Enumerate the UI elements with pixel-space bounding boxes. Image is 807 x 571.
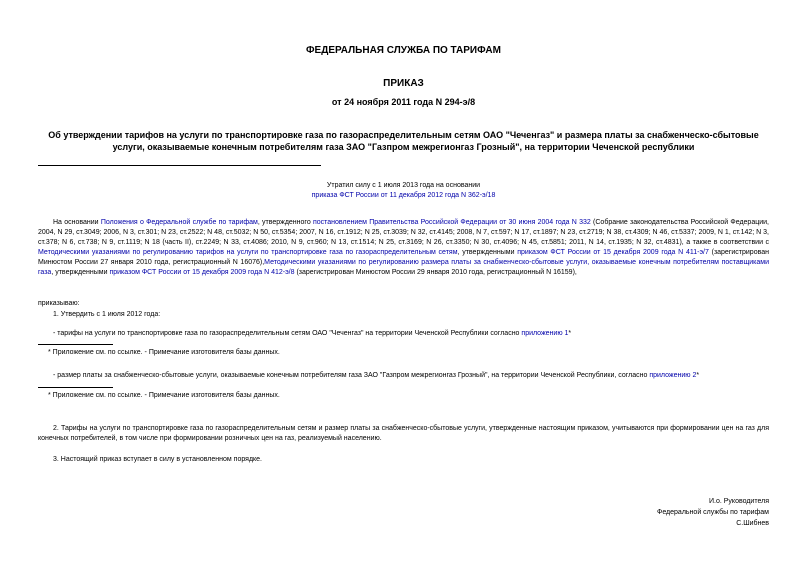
footnote-1: * Приложение см. по ссылке. - Примечание изготовителя базы данных. — [48, 349, 280, 356]
fee-text: - размер платы за снабженческо-сбытовые услуги, оказываемые конечным потребителям газа ЗАО "Газпром межрегионгаз Грозный", на территории Чеченской Республики, согласно — [53, 372, 648, 379]
preamble-text: , утвержденными — [457, 249, 515, 256]
link-appendix-1[interactable]: приложению 1 — [521, 330, 569, 337]
link-appendix-2[interactable]: приложению 2 — [649, 372, 697, 379]
header-divider — [38, 165, 321, 166]
preamble-paragraph — [38, 218, 769, 278]
document-type-heading: ПРИКАЗ — [383, 78, 424, 89]
preamble-text: (зарегистрирован Минюстом России 27 января 2010 года, регистрационный N 16076), — [38, 249, 769, 266]
footnote-divider — [38, 344, 113, 345]
fee-line — [53, 371, 699, 381]
orders-line: приказываю: — [38, 300, 80, 307]
link-transport-guidelines[interactable]: Методическими указаниями по регулированию тарифов на услуги по транспортировке газа по газораспределительным сетям — [38, 249, 458, 256]
status-link[interactable]: приказа ФСТ России от 11 декабря 2012 года N 362-э/18 — [311, 192, 496, 199]
preamble-text: (Собрание законодательства Российской Федерации, 2004, N 29, ст.3049; 2006, N 3, ст.301; N 23, ст.2522; N 48, ст.5032; N 50, ст.5354; 2007, N 16, ст.1912; N 25, ст.3039; N 32, ст.4145; 2008, N 7, ст.597; N 17, ст.1897; N 23, ст.2719; N 38, ст.4309; N 46, ст.5337; 2009, N 1, ст.142; N 3, ст.378; N 6, ст.738; N 9, ст.1119; N 18 (часть II), ст.2249; N 33, ст.4086; 2010, N 9, ст.960; N 13, ст.1514; N 25, ст.3169; N 26, ст.3350; N 30, ст.4096; N 45, ст.5851; 2011, N 14, ст.1935; N 32, ст.4831), а также в соответствии с — [38, 219, 769, 246]
footnote-divider — [38, 387, 113, 388]
agency-heading: ФЕДЕРАЛЬНАЯ СЛУЖБА ПО ТАРИФАМ — [306, 45, 501, 56]
signature-agency: Федеральной службы по тарифам — [657, 509, 769, 516]
item-3: 3. Настоящий приказ вступает в силу в установленном порядке. — [53, 456, 263, 463]
link-supply-guidelines[interactable]: Методическими указаниями по регулированию размера платы за снабженческо-сбытовые услуги, оказываемые конечным потребителям поставщиками газа — [38, 259, 769, 276]
link-government-decree[interactable]: постановлением Правительства Российской Федерации от 30 июня 2004 года N 332 — [312, 219, 591, 226]
signature-position: И.о. Руководителя — [709, 498, 769, 505]
preamble-text: (зарегистрирован Минюстом России 29 января 2010 года, регистрационный N 16159), — [296, 269, 577, 276]
item-2: 2. Тарифы на услуги по транспортировке газа по газораспределительным сетям и размер платы за снабженческо-сбытовые услуги, утвержденные настоящим приказом, учитываются при формировании цен на газ для конечных потребителей, в том числе при формировании розничных цен на газ, реализуемый населению. — [38, 425, 769, 442]
link-fts-regulation[interactable]: Положения о Федеральной службе по тарифам — [100, 219, 258, 226]
signature-name: С.Шибнев — [736, 520, 769, 527]
link-order-411[interactable]: приказом ФСТ России от 15 декабря 2009 года N 411-э/7 — [517, 249, 709, 256]
tariffs-text: - тарифы на услуги по транспортировке газа по газораспределительным сетям ОАО "Чеченгаз" на территории Чеченской Республики согласно — [53, 330, 520, 337]
document-date-number: от 24 ноября 2011 года N 294-э/8 — [331, 97, 476, 107]
footnote-2: * Приложение см. по ссылке. - Примечание изготовителя базы данных. — [48, 392, 280, 399]
preamble-text: , утвержденного — [257, 219, 311, 226]
tariffs-line — [53, 329, 571, 339]
item-1: 1. Утвердить с 1 июля 2012 года: — [53, 311, 161, 318]
preamble-text: , утвержденными — [51, 269, 108, 276]
link-order-412[interactable]: приказом ФСТ России от 15 декабря 2009 года N 412-э/8 — [109, 269, 295, 276]
fee-asterisk: * — [696, 372, 700, 379]
tariffs-asterisk: * — [568, 330, 572, 337]
preamble-text: На основании — [53, 219, 99, 226]
document-title: Об утверждении тарифов на услуги по транспортировке газа по газораспределительным сетям ОАО "Чеченгаз" и размера платы за снабженческо-сбытовые услуги, оказываемые конечным потребителям газа ЗАО "Газпром межрегионгаз Грозный", на территории Чеченской республики — [48, 130, 759, 152]
status-note: Утратил силу с 1 июля 2013 года на основании — [326, 182, 481, 189]
